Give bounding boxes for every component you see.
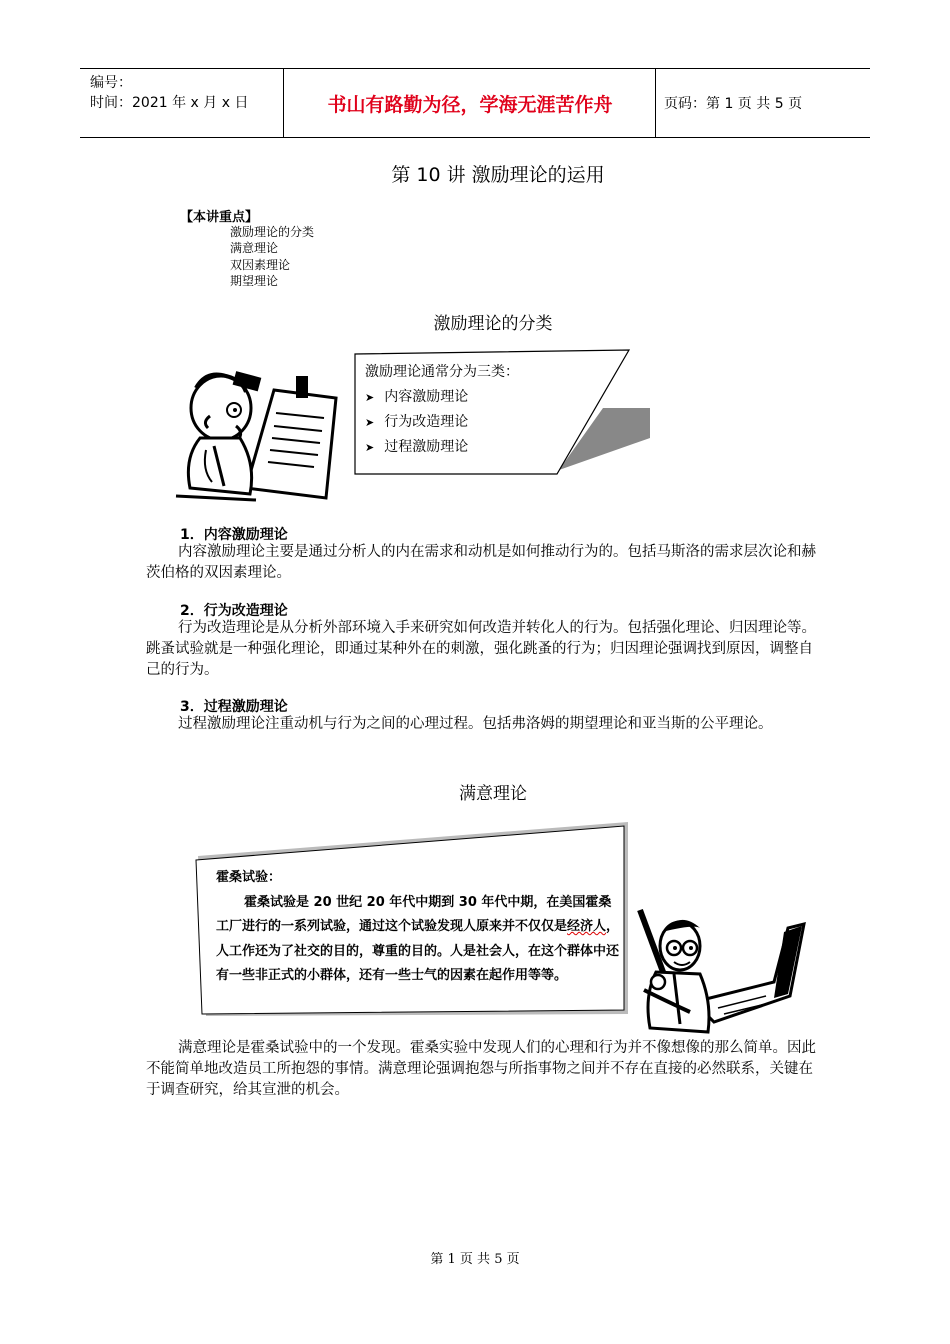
key-point-item: 双因素理论 [230,258,291,272]
subsection-paragraph: 过程激励理论注重动机与行为之间的心理过程。包括弗洛姆的期望理论和亚当斯的公平理论。 [178,716,773,732]
page-footer: 第 1 页 共 5 页 [430,1252,520,1267]
hawthorne-callout-text [216,866,620,989]
subsection-paragraph: 行为改造理论是从分析外部环境入手来研究如何改造并转化人的行为。包括强化理论、归因理论等。跳蚤试验就是一种强化理论，即通过某种外在的刺激，强化跳蚤的行为；归因理论强调找到原因，调整自己的行为。 [146,620,816,678]
callout-bullet-label: 行为改造理论 [384,414,469,430]
callout-intro: 激励理论通常分为三类： [365,364,519,380]
header-motto: 书山有路勤为径，学海无涯苦作舟 [327,93,613,116]
callout-bullet-label: 过程激励理论 [384,439,469,455]
thinking-man-illustration [176,368,352,504]
arrow-bullet-icon: ➤ [365,416,375,429]
hawthorne-body-text: ，人工作还为了社交的目的，尊重的目的。人是社会人，在这个群体中还有一些非正式的小群体，还有一些士气的因素在起作用等等。 [216,919,620,983]
callout-bullet [365,410,519,435]
key-point-item: 激励理论的分类 [230,225,315,239]
section-title-classification: 激励理论的分类 [433,314,553,334]
arrow-bullet-icon: ➤ [365,391,375,404]
classification-callout-text [365,360,519,460]
writing-man-illustration [634,910,814,1038]
hawthorne-underlined-term: 经济人 [567,919,607,934]
page-title: 第 10 讲 激励理论的运用 [391,164,605,186]
key-point-item: 满意理论 [230,241,279,255]
subsection-heading: 1．内容激励理论 [180,527,288,543]
arrow-bullet-icon: ➤ [365,441,375,454]
subsection-heading: 2．行为改造理论 [180,603,288,619]
header-info [90,73,248,113]
subsection-paragraph: 内容激励理论主要是通过分析人的内在需求和动机是如何推动行为的。包括马斯洛的需求层次论和赫茨伯格的双因素理论。 [146,544,816,581]
hawthorne-body-text: 霍桑试验是 20 世纪 20 年代中期到 30 年代中期，在美国霍桑工厂进行的一系列试验，通过这个试验发现人原来并不仅仅是 [216,894,612,934]
date-label: 时间：2021 年 x 月 x 日 [90,95,249,111]
key-points-heading: 【本讲重点】 [180,210,259,225]
callout-bullet [365,385,519,410]
satisfaction-paragraph: 满意理论是霍桑试验中的一个发现。霍桑实验中发现人们的心理和行为并不像想像的那么简单。因此不能简单地改造员工所抱怨的事情。满意理论强调抱怨与所指事物之间并不存在直接的必然联系，关键在于调查研究，给其宣泄的机会。 [146,1040,816,1098]
hawthorne-body [216,891,620,989]
hawthorne-heading: 霍桑试验： [216,870,282,885]
header-page-label: 页码：第 1 页 共 5 页 [664,96,803,112]
number-label: 编号： [90,75,132,91]
section-title-satisfaction: 满意理论 [459,784,527,804]
callout-bullet [365,435,519,460]
key-point-item: 期望理论 [230,274,279,288]
callout-bullet-label: 内容激励理论 [384,389,469,405]
subsection-heading: 3．过程激励理论 [180,699,288,715]
header-table [80,68,870,138]
